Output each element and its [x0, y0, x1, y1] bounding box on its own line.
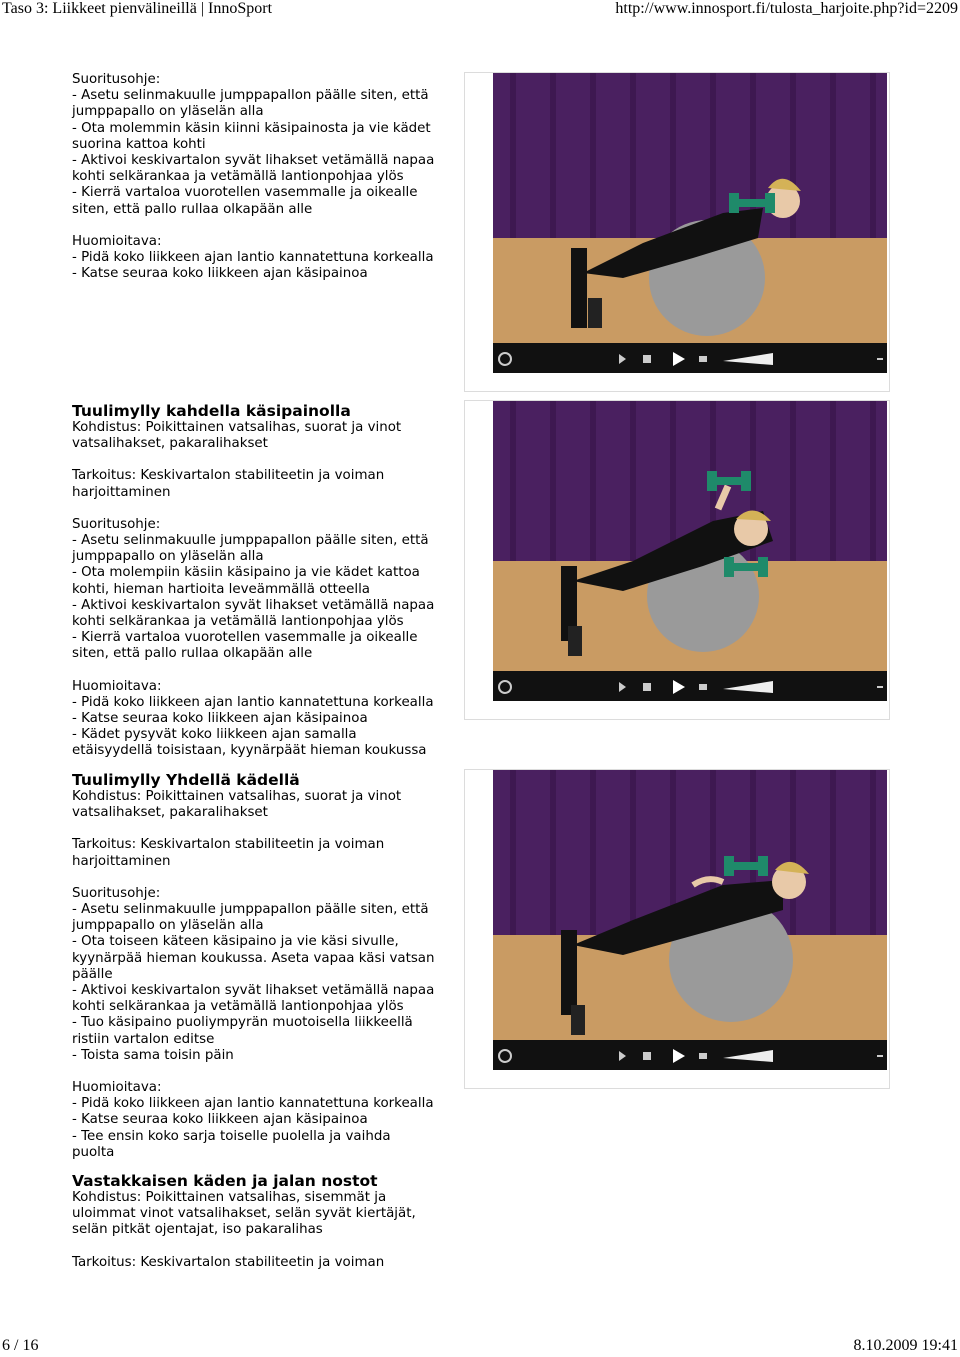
text-line: vatsalihakset, pakaralihakset — [72, 436, 268, 452]
exercise-title: Vastakkaisen käden ja jalan nostot — [72, 1172, 378, 1190]
text-line: ristiin vartalon editse — [72, 1031, 215, 1047]
huomioitava-heading: Huomioitava: — [72, 678, 162, 694]
text-line: päälle — [72, 966, 113, 982]
page-url: http://www.innosport.fi/tulosta_harjoite.php?id=2209 — [615, 0, 958, 17]
huomioitava-heading: Huomioitava: — [72, 233, 162, 249]
print-datetime: 8.10.2009 19:41 — [853, 1337, 958, 1354]
text-line: - Asetu selinmakuulle jumppapallon päälle siten, että — [72, 88, 429, 104]
text-line: Tarkoitus: Keskivartalon stabiliteetin ja voiman — [72, 837, 385, 853]
exercise-title: Tuulimylly kahdella käsipainolla — [72, 402, 351, 420]
exercise-illustration-0 — [493, 73, 887, 373]
suoritus-heading: Suoritusohje: — [72, 516, 161, 532]
exercise-text-2 — [72, 771, 462, 1161]
text-line: - Pidä koko liikkeen ajan lantio kannatettuna korkealla — [72, 250, 434, 266]
text-line: kohti selkärankaa ja vetämällä lantionpohjaa ylös — [72, 614, 404, 630]
text-line: - Tee ensin koko sarja toiselle puolella ja vaihda — [72, 1128, 391, 1144]
video-frame-0 — [464, 72, 890, 392]
text-line: uloimmat vinot vatsalihakset, selän syvät kiertäjät, — [72, 1206, 416, 1222]
text-line: kohti selkärankaa ja vetämällä lantionpohjaa ylös — [72, 999, 404, 1015]
text-line: - Katse seuraa koko liikkeen ajan käsipainoa — [72, 711, 368, 727]
text-line: - Ota molempiin käsiin käsipaino ja vie kädet kattoa — [72, 565, 420, 581]
text-line: Tarkoitus: Keskivartalon stabiliteetin ja voiman — [72, 468, 385, 484]
video-player-0[interactable] — [493, 73, 887, 373]
text-line: jumppapallo on yläselän alla — [72, 918, 264, 934]
text-line: kohti selkärankaa ja vetämällä lantionpohjaa ylös — [72, 169, 404, 185]
text-line: - Kierrä vartaloa vuorotellen vasemmalle ja oikealle — [72, 185, 418, 201]
page-number: 6 / 16 — [2, 1337, 39, 1354]
text-line: - Asetu selinmakuulle jumppapallon päälle siten, että — [72, 533, 429, 549]
exercise-text-1 — [72, 402, 462, 760]
text-line: jumppapallo on yläselän alla — [72, 104, 264, 120]
text-line: kyynärpää hieman koukussa. Aseta vapaa käsi vatsan — [72, 950, 435, 966]
video-player-2[interactable] — [493, 770, 887, 1070]
text-line: Kohdistus: Poikittainen vatsalihas, sisemmät ja — [72, 1190, 387, 1205]
text-line: - Kädet pysyvät koko liikkeen ajan samalla — [72, 727, 357, 743]
print-footer — [0, 1335, 960, 1357]
exercise-title: Tuulimylly Yhdellä kädellä — [72, 771, 300, 789]
text-line: vatsalihakset, pakaralihakset — [72, 805, 268, 821]
text-line: puolta — [72, 1144, 115, 1160]
text-line: - Aktivoi keskivartalon syvät lihakset vetämällä napaa — [72, 597, 435, 613]
text-line: jumppapallo on yläselän alla — [72, 549, 264, 565]
text-line: harjoittaminen — [72, 853, 171, 869]
text-line: - Toista sama toisin päin — [72, 1047, 234, 1063]
text-line: - Pidä koko liikkeen ajan lantio kannatettuna korkealla — [72, 1096, 434, 1112]
text-line: siten, että pallo rullaa olkapään alle — [72, 201, 313, 217]
text-line: kohti, hieman hartioita leveämmällä otteella — [72, 581, 371, 597]
text-line: - Aktivoi keskivartalon syvät lihakset vetämällä napaa — [72, 153, 435, 169]
print-header — [0, 0, 960, 20]
text-line: - Kierrä vartaloa vuorotellen vasemmalle ja oikealle — [72, 630, 418, 646]
text-line: - Ota toiseen käteen käsipaino ja vie käsi sivulle, — [72, 934, 399, 950]
huomioitava-heading: Huomioitava: — [72, 1080, 162, 1096]
text-line: - Ota molemmin käsin kiinni käsipainosta ja vie kädet — [72, 120, 431, 136]
suoritus-heading: Suoritusohje: — [72, 885, 161, 901]
text-line: - Aktivoi keskivartalon syvät lihakset vetämällä napaa — [72, 983, 435, 999]
text-line: siten, että pallo rullaa olkapään alle — [72, 646, 313, 662]
text-line: - Katse seuraa koko liikkeen ajan käsipainoa — [72, 1112, 368, 1128]
text-line: - Asetu selinmakuulle jumppapallon päälle siten, että — [72, 902, 429, 918]
text-line: suorina kattoa kohti — [72, 136, 206, 152]
text-line: - Katse seuraa koko liikkeen ajan käsipainoa — [72, 266, 368, 282]
page-title: Taso 3: Liikkeet pienvälineillä | InnoSport — [2, 0, 273, 17]
exercise-illustration-1 — [493, 401, 887, 701]
text-line: - Pidä koko liikkeen ajan lantio kannatettuna korkealla — [72, 694, 434, 710]
exercise-illustration-2 — [493, 770, 887, 1070]
text-line: Tarkoitus: Keskivartalon stabiliteetin ja voiman — [72, 1254, 385, 1270]
text-line: Kohdistus: Poikittainen vatsalihas, suorat ja vinot — [72, 789, 402, 804]
text-line: etäisyydellä toisistaan, kyynärpäät hieman koukussa — [72, 743, 427, 759]
text-line: selän pitkät ojentajat, iso pakaralihas — [72, 1222, 323, 1238]
video-player-1[interactable] — [493, 401, 887, 701]
exercise-text-0 — [72, 72, 462, 282]
exercise-text-3 — [72, 1172, 462, 1271]
video-frame-2 — [464, 769, 890, 1089]
text-line: Kohdistus: Poikittainen vatsalihas, suorat ja vinot — [72, 420, 402, 435]
video-frame-1 — [464, 400, 890, 720]
suoritus-heading: Suoritusohje: — [72, 72, 161, 87]
text-line: - Tuo käsipaino puoliympyrän muotoisella liikkeellä — [72, 1015, 413, 1031]
text-line: harjoittaminen — [72, 484, 171, 500]
